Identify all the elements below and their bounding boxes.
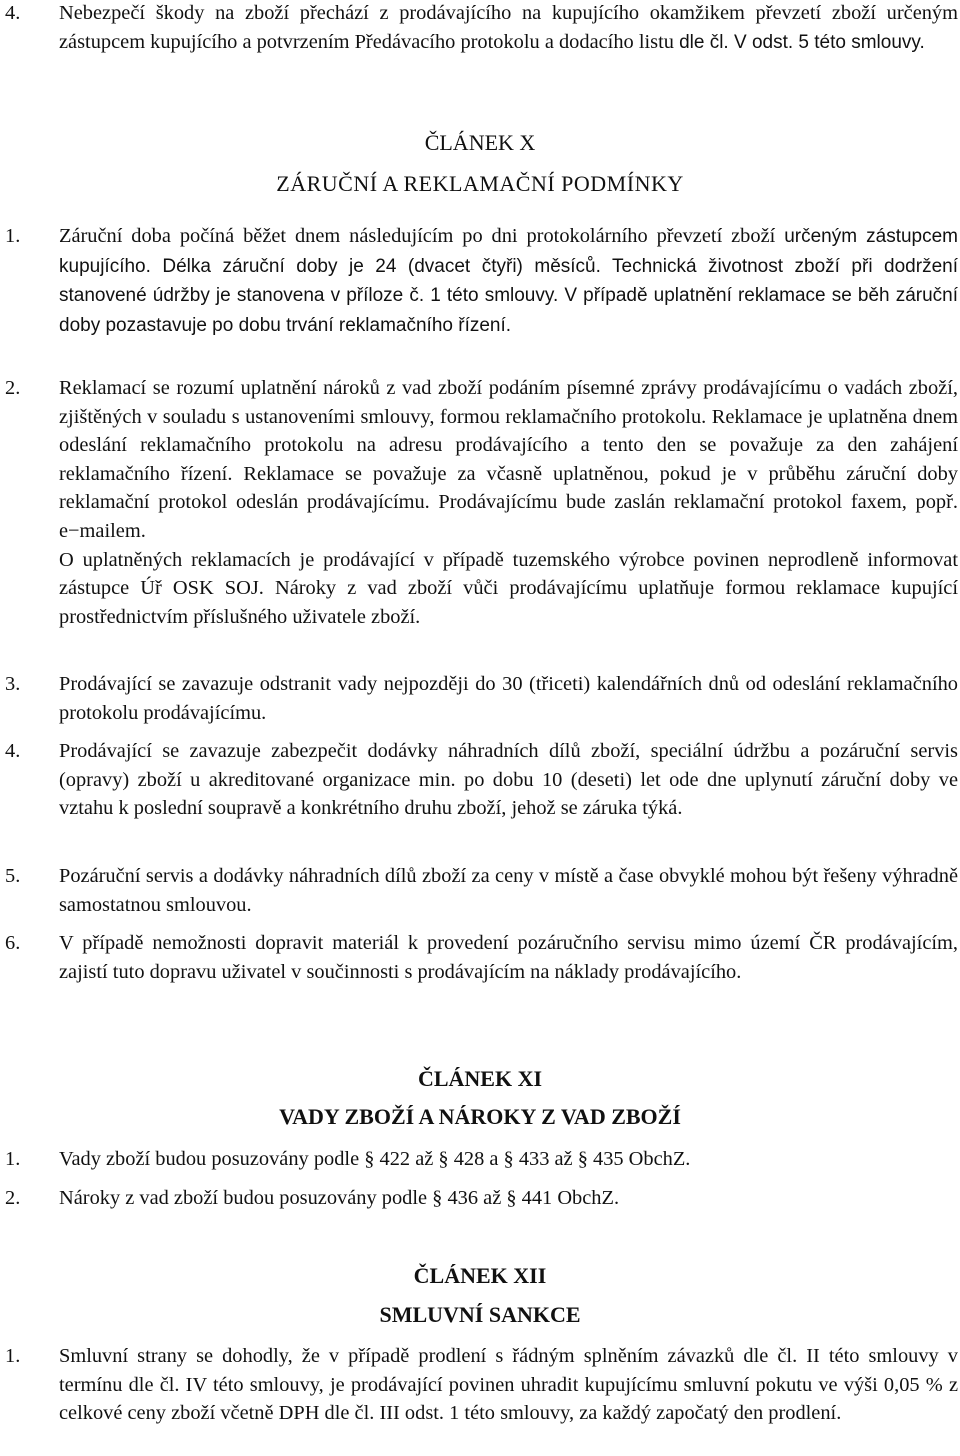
item-number: 1. <box>5 1345 21 1367</box>
item-number: 2. <box>5 377 21 399</box>
item-text: Nebezpečí škody na zboží přechází z prodávajícího na kupujícího okamžikem převzetí zboží určeným zástupcem kupujícího a potvrzením Předávacího protokolu a dodacího listu <box>59 2 958 53</box>
list-item-prev-4 <box>0 0 958 57</box>
article-x-subtitle: ZÁRUČNÍ A REKLAMAČNÍ PODMÍNKY <box>276 171 684 196</box>
item-number: 1. <box>5 1148 21 1170</box>
item-text-sans: určeným zástupcem kupujícího. Délka záruční doby je 24 (dvacet čtyři) měsíců. Technická životnost zboží při dodržení stanovené údržby je stanovena v příloze č. 1 této smlouvy. V případě uplatnění reklamace se běh záruční doby pozastavuje po dobu trvání reklamačního řízení. <box>59 226 959 336</box>
item-text: Smluvní strany se dohodly, že v případě prodlení s řádným splněním závazků dle čl. II této smlouvy v termínu dle čl. IV této smlouvy, je prodávající povinen uhradit kupujícímu smluvní pokutu ve výši 0,05 % z celkové ceny zboží včetně DPH dle čl. III odst. 1 této smlouvy, za každý započatý den prodlení. <box>59 1345 958 1425</box>
item-text: Nároky z vad zboží budou posuzovány podle § 436 až § 441 ObchZ. <box>59 1187 620 1209</box>
article-x-item-4 <box>0 737 958 823</box>
article-x-item-5 <box>0 862 958 919</box>
item-text: Záruční doba počíná běžet dnem následujícím po dni protokolárního převzetí zboží <box>59 225 776 247</box>
article-x-title: ČLÁNEK X <box>424 130 536 155</box>
item-number: 6. <box>5 932 21 954</box>
article-x-item-2 <box>0 374 958 631</box>
item-number: 4. <box>5 740 21 762</box>
article-xi-item-2 <box>0 1184 958 1213</box>
item-text: Prodávající se zavazuje zabezpečit dodávky náhradních dílů zboží, speciální údržbu a pozáruční servis (opravy) zboží u akreditované organizace min. po dobu 10 (deseti) let ode dne uplynutí záruční doby ve vztahu k poslední soupravě a konkrétního druhu zboží, jehož se záruka týká. <box>59 740 958 820</box>
article-xii-item-1 <box>0 1342 958 1428</box>
item-number: 2. <box>5 1187 21 1209</box>
article-x-item-1 <box>0 222 958 340</box>
article-xi-title: ČLÁNEK XI <box>417 1066 543 1091</box>
item-number: 1. <box>5 225 21 247</box>
item-number: 4. <box>5 2 21 24</box>
item-number: 5. <box>5 865 21 887</box>
article-xii-subtitle: SMLUVNÍ SANKCE <box>379 1302 581 1327</box>
item-paragraph-1: Reklamací se rozumí uplatnění nároků z vad zboží podáním písemné zprávy prodávajícímu o vadách zboží, zjištěných v souladu s ustanoveními smlouvy, formou reklamačního protokolu. Reklamace je uplatněna dnem odeslání reklamačního protokolu na adresu prodávajícího a tento den se považuje za den zahájení reklamačního řízení. Reklamace se považuje za včasně uplatněnou, pokud je v průběhu záruční doby reklamační protokol odeslán prodávajícímu. Prodávajícímu bude zaslán reklamační protokol faxem, popř. e−mailem. <box>59 377 958 542</box>
article-x-item-6 <box>0 929 958 986</box>
item-text: V případě nemožnosti dopravit materiál k provedení pozáručního servisu mimo území ČR prodávajícím, zajistí tuto dopravu uživatel v součinnosti s prodávajícím na náklady prodávajícího. <box>59 932 958 983</box>
item-number: 3. <box>5 673 21 695</box>
item-paragraph-2: O uplatněných reklamacích je prodávající v případě tuzemského výrobce povinen neprodleně informovat zástupce Úř OSK SOJ. Nároky z vad zboží vůči prodávajícímu uplatňuje formou reklamace kupující prostřednictvím příslušného uživatele zboží. <box>59 548 958 628</box>
article-x-item-3 <box>0 670 958 727</box>
item-text-sans: dle čl. V odst. 5 této smlouvy. <box>679 31 925 53</box>
item-text: Vady zboží budou posuzovány podle § 422 až § 428 a § 433 až § 435 ObchZ. <box>59 1148 691 1170</box>
item-text: Pozáruční servis a dodávky náhradních dílů zboží za ceny v místě a čase obvyklé mohou být řešeny výhradně samostatnou smlouvou. <box>59 865 958 916</box>
article-xi-subtitle: VADY ZBOŽÍ A NÁROKY Z VAD ZBOŽÍ <box>279 1104 681 1129</box>
article-xii-title: ČLÁNEK XII <box>413 1263 547 1288</box>
item-text: Prodávající se zavazuje odstranit vady nejpozději do 30 (třiceti) kalendářních dnů od odeslání reklamačního protokolu prodávajícímu. <box>59 673 958 724</box>
article-xi-item-1 <box>0 1145 958 1174</box>
